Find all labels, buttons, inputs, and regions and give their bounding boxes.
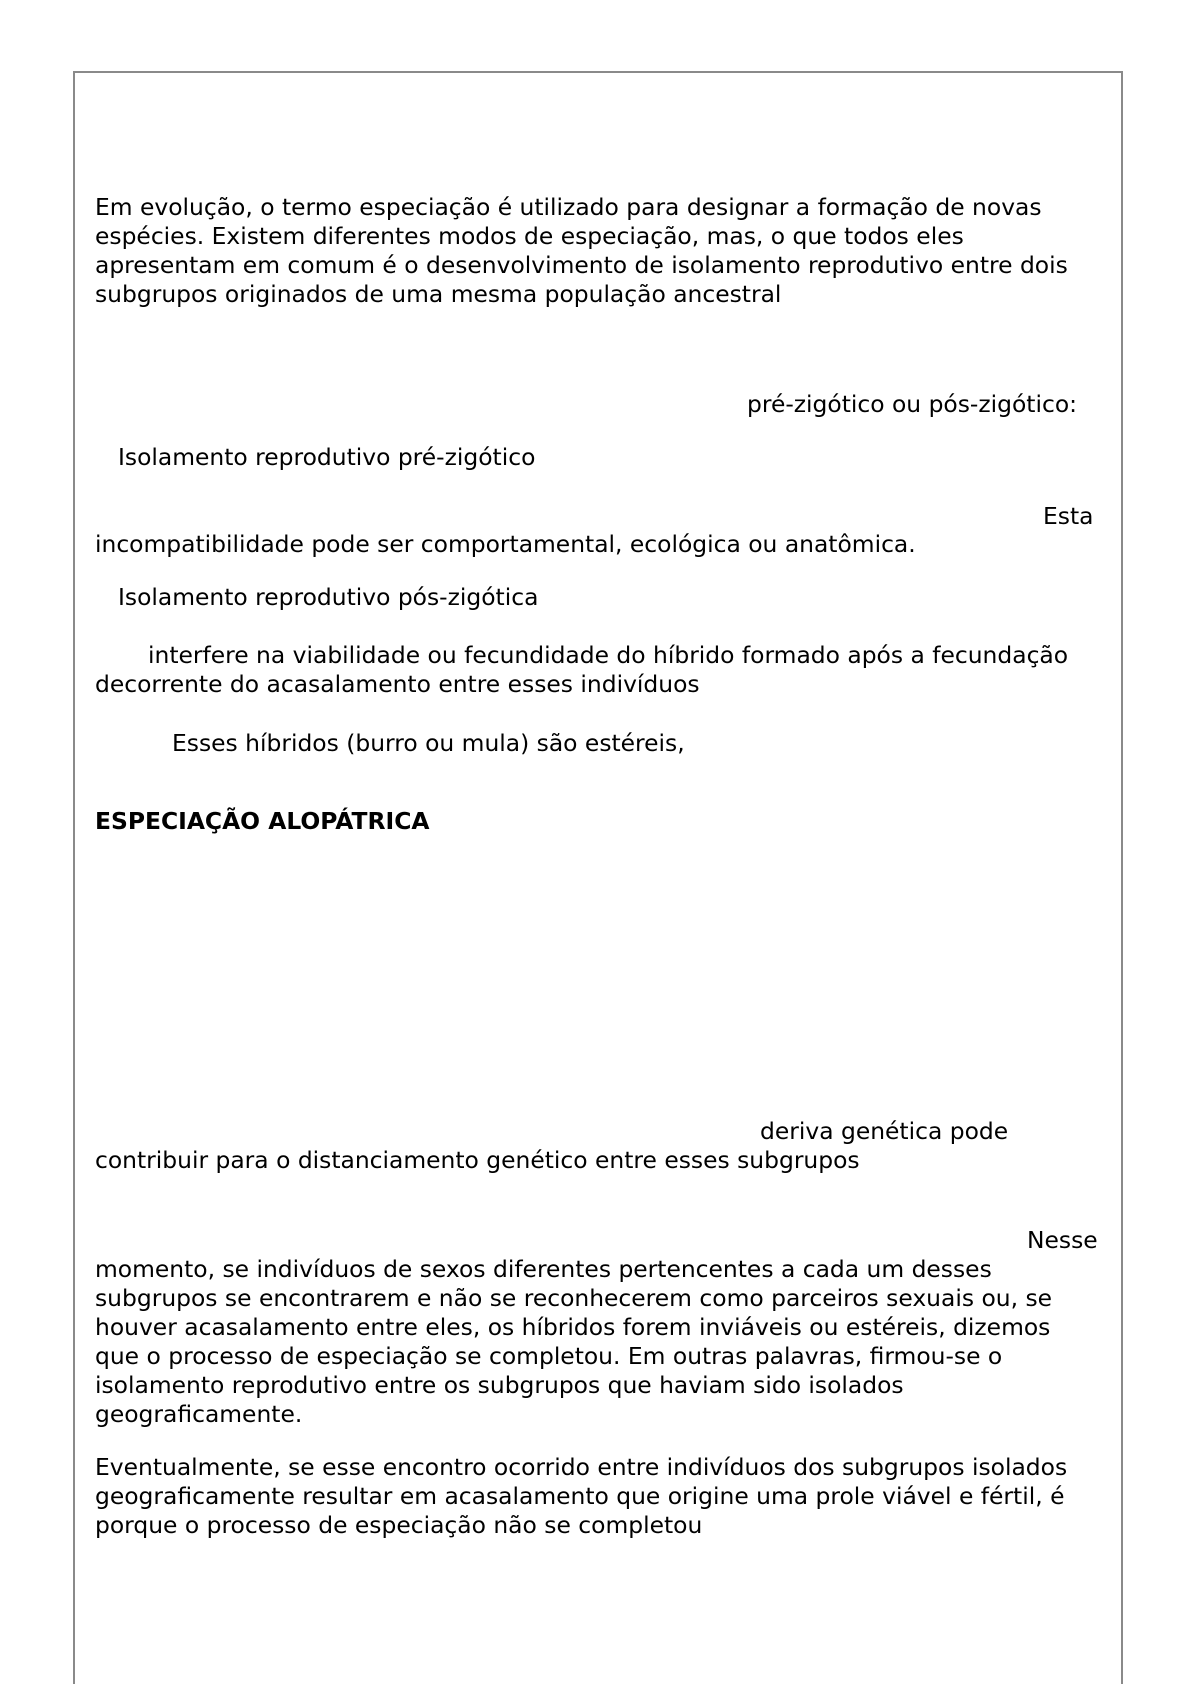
postzygotic-line-2: decorrente do acasalamento entre esses indivíduos	[95, 670, 700, 698]
postzygotic-example: Esses híbridos (burro ou mula) são estéreis,	[172, 729, 685, 757]
eventual-line-2: geograficamente resultar em acasalamento que origine uma prole viável e fértil, é	[95, 1482, 1065, 1510]
eventual-line-1: Eventualmente, se esse encontro ocorrido entre indivíduos dos subgrupos isolados	[95, 1453, 1068, 1481]
drift-line-1: deriva genética pode	[760, 1117, 1009, 1145]
postzygotic-heading: Isolamento reprodutivo pós-zigótica	[118, 583, 539, 611]
moment-line-2: subgrupos se encontrarem e não se reconhecerem como parceiros sexuais ou, se	[95, 1284, 1053, 1312]
moment-line-1: momento, se indivíduos de sexos diferentes pertencentes a cada um desses	[95, 1255, 992, 1283]
intro-line-2: espécies. Existem diferentes modos de especiação, mas, o que todos eles	[95, 222, 964, 250]
isolation-types-text: pré-zigótico ou pós-zigótico:	[747, 390, 1078, 418]
intro-line-4: subgrupos originados de uma mesma população ancestral	[95, 280, 782, 308]
moment-line-5: isolamento reprodutivo entre os subgrupos que haviam sido isolados	[95, 1371, 904, 1399]
moment-line-3: houver acasalamento entre eles, os híbridos forem inviáveis ou estéreis, dizemos	[95, 1313, 1051, 1341]
intro-line-3: apresentam em comum é o desenvolvimento de isolamento reprodutivo entre dois	[95, 251, 1068, 279]
moment-line-6: geograficamente.	[95, 1400, 303, 1428]
intro-line-1: Em evolução, o termo especiação é utilizado para designar a formação de novas	[95, 193, 1042, 221]
prezygotic-fragment: Esta	[1043, 502, 1094, 530]
postzygotic-line-1: interfere na viabilidade ou fecundidade do híbrido formado após a fecundação	[148, 641, 1069, 669]
moment-line-4: que o processo de especiação se completou. Em outras palavras, firmou-se o	[95, 1342, 1003, 1370]
prezygotic-text: incompatibilidade pode ser comportamental, ecológica ou anatômica.	[95, 530, 916, 558]
moment-fragment: Nesse	[1027, 1226, 1098, 1254]
eventual-line-3: porque o processo de especiação não se completou	[95, 1511, 703, 1539]
prezygotic-heading: Isolamento reprodutivo pré-zigótico	[118, 443, 536, 471]
allopatric-heading: ESPECIAÇÃO ALOPÁTRICA	[95, 807, 430, 835]
page-frame	[73, 71, 1123, 1684]
drift-line-2: contribuir para o distanciamento genético entre esses subgrupos	[95, 1146, 860, 1174]
